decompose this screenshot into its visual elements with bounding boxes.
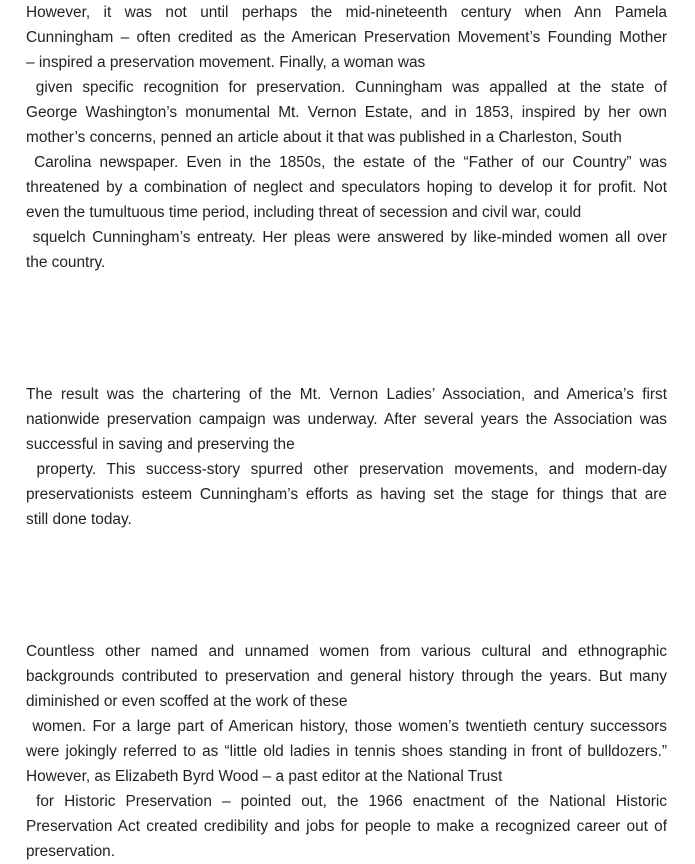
text-line: However, as Elizabeth Byrd Wood – a past editor at the National Trust: [26, 768, 503, 785]
text-line: for Historic Preservation – pointed out, the 1966 enactment of the National Historic: [26, 793, 667, 810]
text-line: The result was the chartering of the Mt. Vernon Ladies’ Association, and America’s first: [26, 386, 667, 403]
text-line: the country.: [26, 254, 106, 271]
paragraph-cunningham: [26, 0, 667, 275]
text-line: property. This success-story spurred other preservation movements, and modern-day: [26, 461, 667, 478]
text-line: nationwide preservation campaign was underway. After several years the Association was: [26, 411, 667, 428]
text-line: given specific recognition for preservation. Cunningham was appalled at the state of: [26, 79, 667, 96]
text-line: However, it was not until perhaps the mid-nineteenth century when Ann Pamela: [26, 4, 667, 21]
text-line: threatened by a combination of neglect and speculators hoping to develop it for profit. Not: [26, 179, 667, 196]
text-line: mother’s concerns, penned an article about it that was published in a Charleston, South: [26, 129, 622, 146]
text-line: women. For a large part of American history, those women’s twentieth century successors: [26, 718, 667, 735]
text-line: Cunningham – often credited as the American Preservation Movement’s Founding Mother: [26, 29, 667, 46]
text-line: successful in saving and preserving the: [26, 436, 295, 453]
text-line: even the tumultuous time period, including threat of secession and civil war, could: [26, 204, 582, 221]
text-line: diminished or even scoffed at the work of these: [26, 693, 348, 710]
text-line: George Washington’s monumental Mt. Vernon Estate, and in 1853, inspired by her own: [26, 104, 667, 121]
text-line: – inspired a preservation movement. Finally, a woman was: [26, 54, 426, 71]
paragraph-countless-women: [26, 639, 667, 864]
text-line: still done today.: [26, 511, 132, 528]
text-line: backgrounds contributed to preservation and general history through the years. But many: [26, 668, 667, 685]
paragraph-mt-vernon-association: [26, 382, 667, 532]
text-line: Carolina newspaper. Even in the 1850s, the estate of the “Father of our Country” was: [26, 154, 667, 171]
text-line: preservationists esteem Cunningham’s efforts as having set the stage for things that are: [26, 486, 667, 503]
text-line: Preservation Act created credibility and jobs for people to make a recognized career out of: [26, 818, 667, 835]
text-line: Countless other named and unnamed women from various cultural and ethnographic: [26, 643, 667, 660]
text-line: preservation.: [26, 843, 115, 860]
text-line: were jokingly referred to as “little old ladies in tennis shoes standing in front of bulldozers.”: [26, 743, 667, 760]
text-line: squelch Cunningham’s entreaty. Her pleas were answered by like-minded women all over: [26, 229, 667, 246]
